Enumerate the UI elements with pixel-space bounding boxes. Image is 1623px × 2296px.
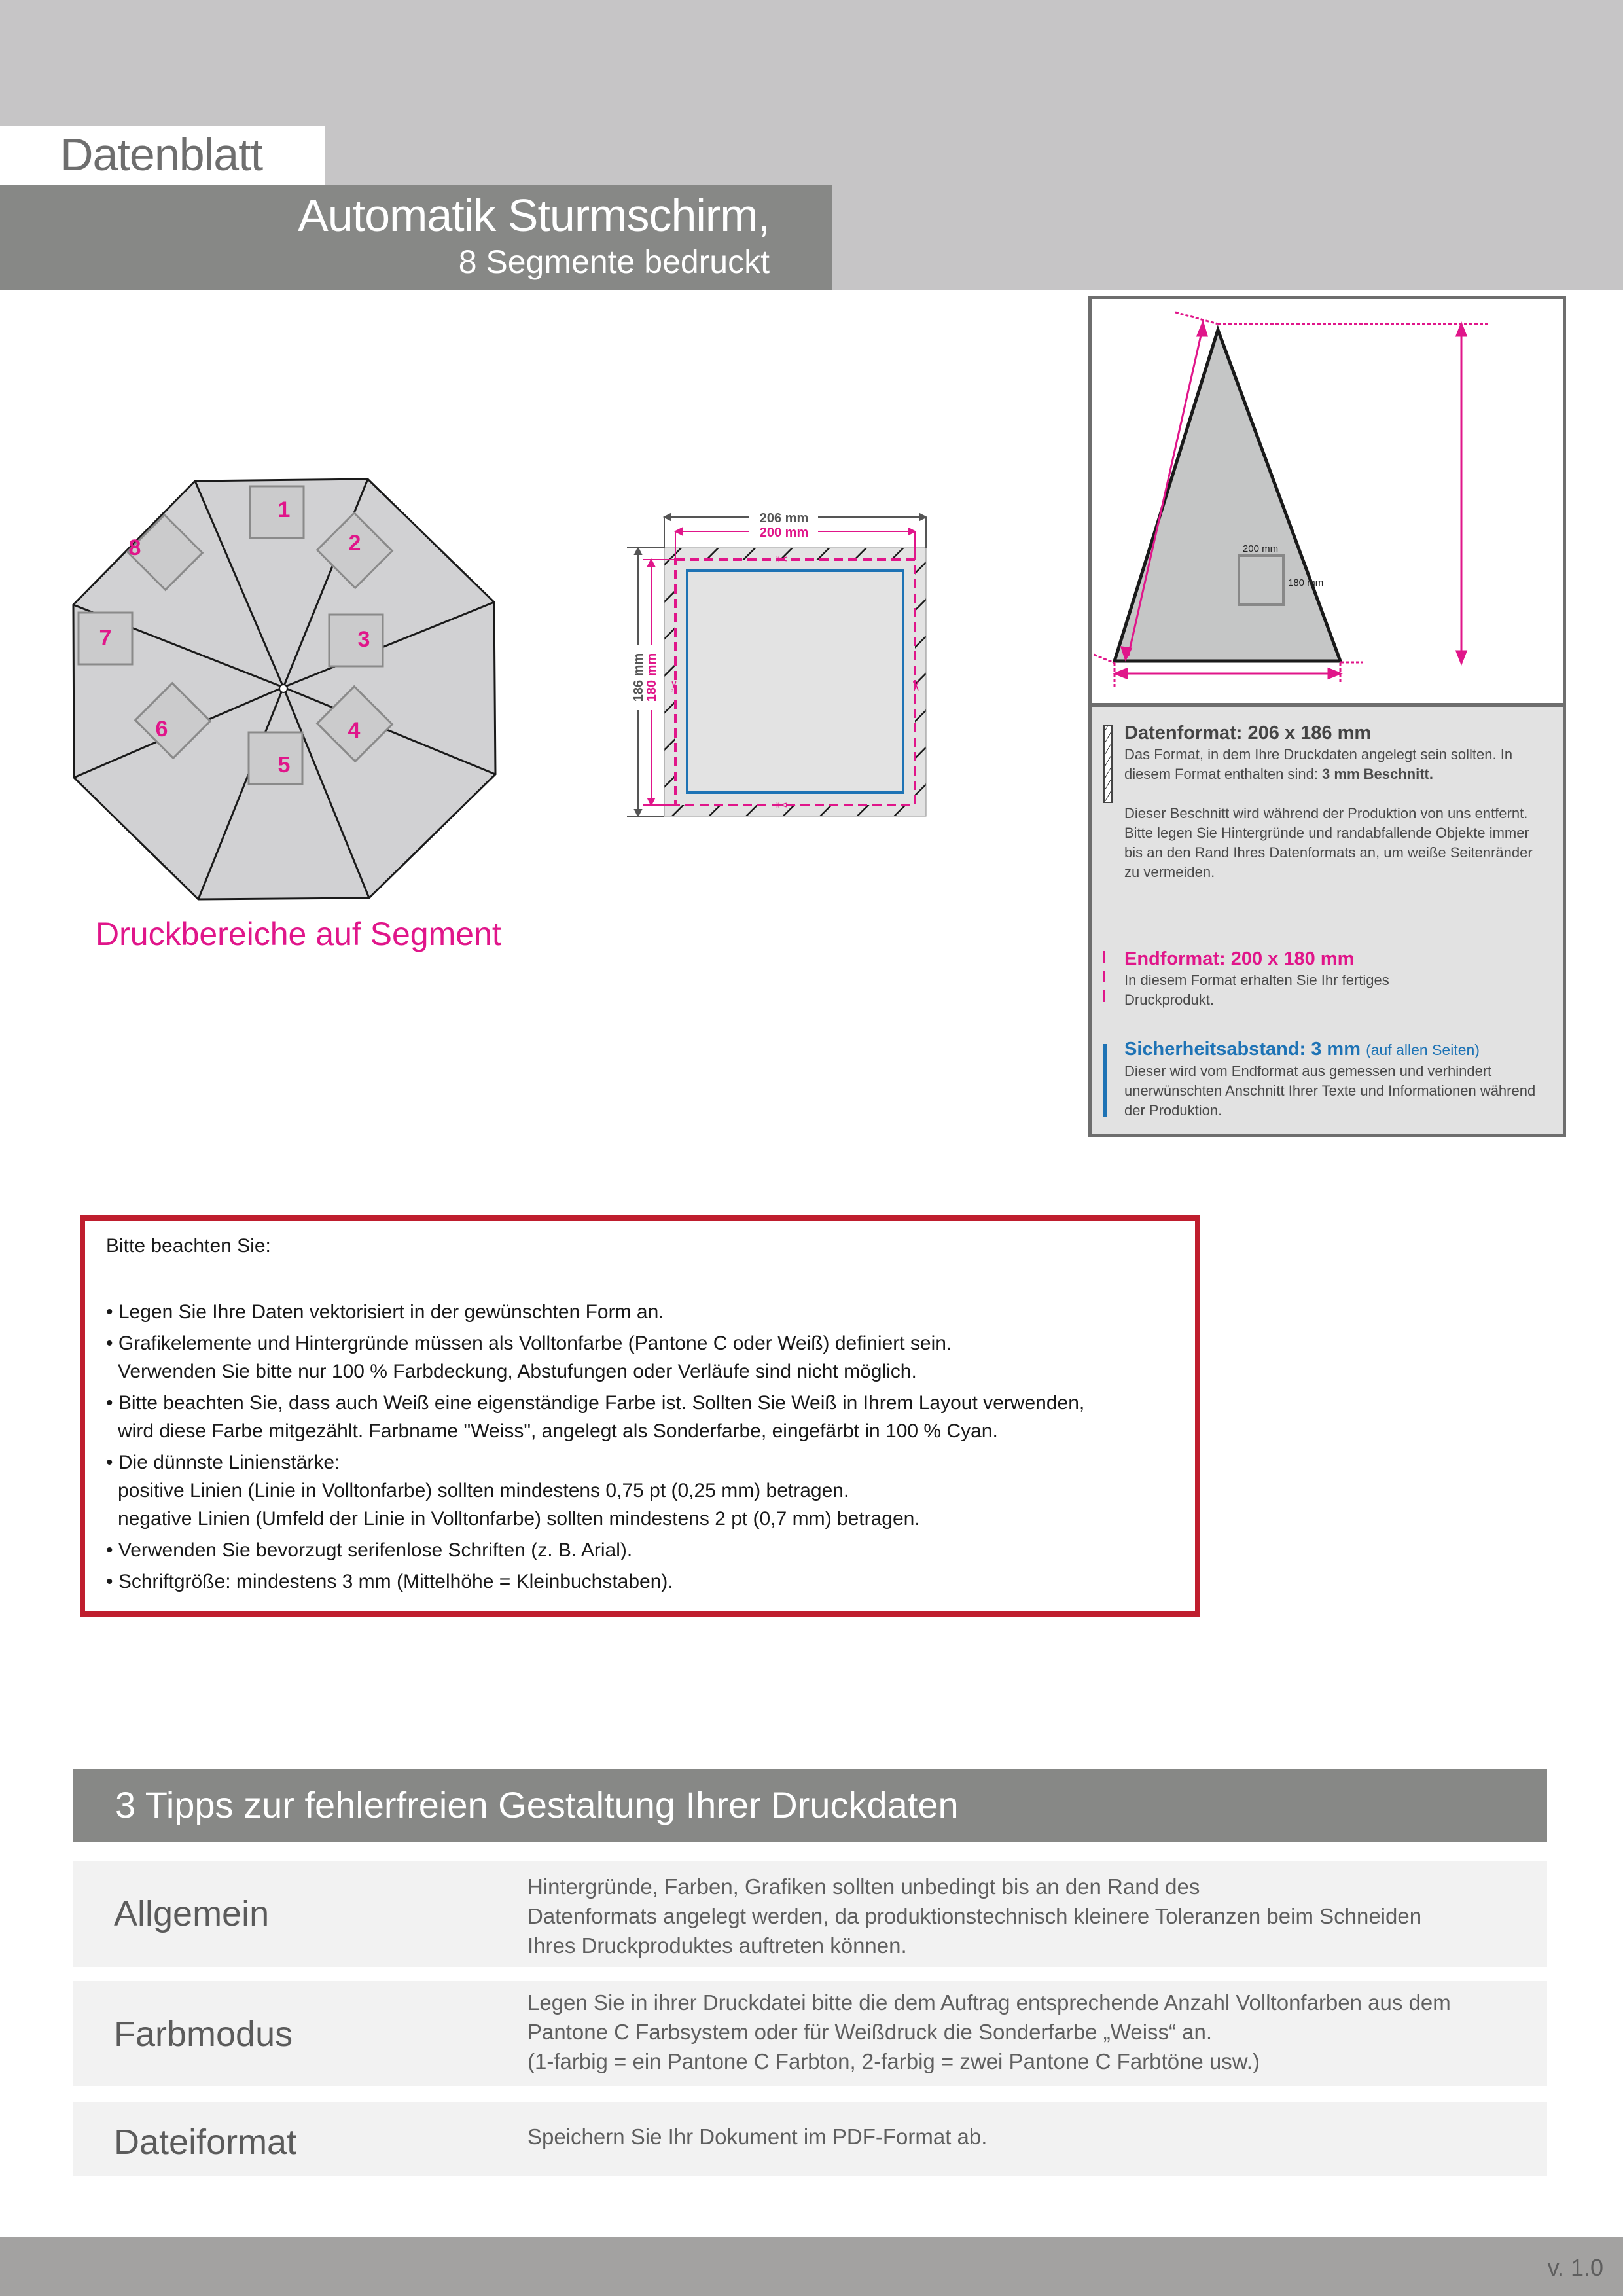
footer: [0, 2237, 1623, 2296]
final-height-label: 180 mm: [645, 653, 659, 702]
bleed-marker-icon: [1103, 725, 1113, 803]
notes-title: Bitte beachten Sie:: [106, 1235, 271, 1257]
tips-header: [73, 1769, 1547, 1842]
segment-number: 4: [348, 718, 361, 743]
svg-text:✂: ✂: [776, 797, 789, 814]
endformat-info: [1124, 947, 1543, 1010]
tip-label: Dateiformat: [114, 2123, 297, 2162]
umbrella-center: [279, 685, 287, 692]
data-width-label: 206 mm: [759, 511, 809, 526]
tip-text: Legen Sie in ihrer Druckdatei bitte die dem Auftrag entsprechende Anzahl Volltonfarben aus dem Pantone C Farbsystem oder für Weißdruck die Sonderfarbe „Weiss“ an. (1-farbig = ein Pantone C Farbton, 2-farbig = zwei Pantone C Farbtöne usw.): [527, 1990, 1451, 2073]
print-area-5: [249, 732, 302, 784]
sicherheit-note: (auf allen Seiten): [1366, 1041, 1480, 1058]
print-height-label: 180 mm: [1288, 577, 1324, 588]
umbrella-segments-diagram: [65, 465, 510, 910]
segment-number: 1: [277, 497, 291, 522]
trim-area: [675, 560, 915, 805]
note-item: • Bitte beachten Sie, dass auch Weiß eine eigenständige Farbe ist. Sollten Sie Weiß in Ihrem Layout verwenden, wird diese Farbe mitgezählt. Farbname "Weiss", angelegt als Sonderfarbe, eingefärbt in 100 % Cyan.: [106, 1392, 1085, 1442]
tip-row-allgemein: [73, 1861, 1547, 1967]
print-area-1: [250, 486, 304, 538]
datenformat-title: Datenformat: 206 x 186 mm: [1124, 723, 1372, 744]
endformat-text: In diesem Format erhalten Sie Ihr fertiges Druckprodukt.: [1124, 972, 1389, 1008]
segment-diagram: [1092, 299, 1563, 707]
tip-row-dateiformat: [73, 2102, 1547, 2176]
tip-text: Hintergründe, Farben, Grafiken sollten unbedingt bis an den Rand des Datenformats angelegt werden, da produktionstechnisch kleinere Toleranzen beim Schneiden Ihres Druckproduktes auftreten können.: [527, 1874, 1422, 1958]
segment-triangle: [1115, 330, 1340, 661]
doc-type-label: Datenblatt: [60, 129, 263, 180]
svg-text:✂: ✂: [908, 679, 924, 692]
sicherheit-text: Dieser wird vom Endformat aus gemessen und verhindert unerwünschten Anschnitt Ihrer Texte und Informationen während der Produktion.: [1124, 1063, 1536, 1119]
svg-text:✂: ✂: [666, 679, 683, 692]
page-title: Automatik Sturmschirm,: [298, 190, 770, 241]
segment-number: 3: [357, 627, 370, 652]
notes-list: [106, 1298, 1084, 1599]
format-diagram: [602, 478, 1021, 897]
notes-box: [80, 1215, 1200, 1617]
trim-marker-icon: [1103, 951, 1105, 1009]
tip-text: Speichern Sie Ihr Dokument im PDF-Format ab.: [527, 2125, 988, 2149]
datenformat-info: [1124, 721, 1543, 882]
title-box: [0, 185, 832, 290]
segment-number: 7: [99, 626, 112, 651]
note-item: • Verwenden Sie bevorzugt serifenlose Schriften (z. B. Arial).: [106, 1539, 633, 1561]
note-item: • Legen Sie Ihre Daten vektorisiert in der gewünschten Form an.: [106, 1301, 664, 1323]
datenformat-bleed: 3 mm Beschnitt.: [1322, 766, 1433, 782]
segment-number: 6: [155, 717, 168, 742]
final-width-label: 200 mm: [759, 526, 809, 540]
datenformat-text: Das Format, in dem Ihre Druckdaten angelegt sein sollten. In diesem Format enthalten sind:: [1124, 746, 1513, 782]
print-area: [1239, 556, 1283, 605]
safety-marker-icon: [1103, 1044, 1107, 1117]
note-item: • Schriftgröße: mindestens 3 mm (Mittelhöhe = Kleinbuchstaben).: [106, 1571, 673, 1592]
tip-label: Allgemein: [114, 1894, 270, 1933]
note-item: • Die dünnste Linienstärke: positive Linien (Linie in Volltonfarbe) sollten mindestens 0,75 pt (0,25 mm) betragen. negative Linien (Umfeld der Linie in Volltonfarbe) sollten mindestens 2 pt (0,7 mm) betragen.: [106, 1452, 920, 1530]
doc-type-box: [0, 126, 325, 185]
segment-number: 2: [348, 531, 361, 556]
print-width-label: 200 mm: [1242, 543, 1279, 554]
sicherheit-info: [1124, 1037, 1543, 1121]
datenformat-text3: Bitte legen Sie Hintergründe und randabfallende Objekte immer bis an den Rand Ihres Datenformats an, um weiße Seitenränder zu vermeiden.: [1124, 825, 1533, 880]
tip-row-farbmodus: [73, 1981, 1547, 2086]
version-label: v. 1.0: [1547, 2254, 1603, 2281]
sicherheit-title: Sicherheitsabstand: 3 mm: [1124, 1039, 1361, 1060]
endformat-title: Endformat: 200 x 180 mm: [1124, 948, 1355, 969]
page-subtitle: 8 Segmente bedruckt: [458, 243, 770, 280]
print-area-3: [329, 615, 383, 666]
info-panel: [1088, 296, 1566, 1137]
svg-text:✂: ✂: [776, 551, 789, 567]
segment-number: 8: [128, 535, 141, 560]
print-areas-caption: Druckbereiche auf Segment: [96, 916, 501, 952]
datenformat-text2: Dieser Beschnitt wird während der Produktion von uns entfernt.: [1124, 805, 1528, 821]
tip-label: Farbmodus: [114, 2015, 293, 2054]
segment-number: 5: [277, 753, 291, 778]
note-item: • Grafikelemente und Hintergründe müssen als Volltonfarbe (Pantone C oder Weiß) definiert sein. Verwenden Sie bitte nur 100 % Farbdeckung, Abstufungen oder Verläufe sind nicht möglich.: [106, 1333, 952, 1382]
tips-title: 3 Tipps zur fehlerfreien Gestaltung Ihrer Druckdaten: [115, 1784, 959, 1825]
data-height-label: 186 mm: [632, 653, 646, 702]
